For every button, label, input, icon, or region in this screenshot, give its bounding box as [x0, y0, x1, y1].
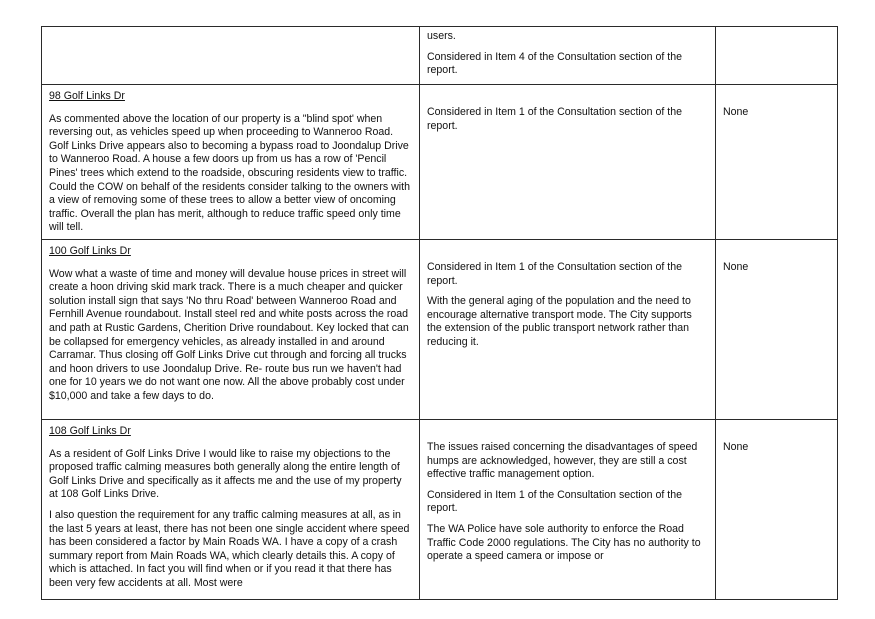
submission-cell	[42, 239, 420, 419]
table-row	[42, 419, 838, 599]
response-cell	[420, 27, 716, 85]
outcome-cell	[716, 27, 838, 85]
submission-paragraph: As a resident of Golf Links Drive I would like to raise my objections to the proposed traffic calming measures both generally along the entire length of Golf Links Drive and specifically as it affects me and the use of my property at 108 Golf Links Drive.	[49, 447, 402, 501]
outcome-value: None	[723, 260, 749, 273]
table-row	[42, 27, 838, 85]
submission-paragraph: Wow what a waste of time and money will devalue house prices in street will create a hoon driving skid mark track. There is a much cheaper and quicker solution install sign that says 'No thru Road' between Wanneroo Road and Fernhill Avenue roundabout. Install steel red and white posts across the road and path at Rustic Gardens, Cherition Drive roundabout. Key locked that can be collapsed for emergency vehicles, as already installed in and around Carramar. Thus closing off Golf Links Drive cut through and forcing all trucks and hoon drivers to use Joondalup Drive. Re- route bus run we haven't had one for 10 years we do not want one now. All the above probably cost under $10,000 and take a few days to do.	[49, 267, 409, 402]
table-row	[42, 239, 838, 419]
response-paragraph: users.	[427, 30, 456, 42]
outcome-cell	[716, 85, 838, 240]
submitter-address: 98 Golf Links Dr	[49, 90, 125, 102]
response-paragraph: Considered in Item 1 of the Consultation section of the report.	[427, 106, 682, 132]
response-paragraph: Considered in Item 1 of the Consultation section of the report.	[427, 488, 682, 515]
response-cell	[420, 239, 716, 419]
response-paragraph: The WA Police have sole authority to enforce the Road Traffic Code 2000 regulations. The City has no authority to operate a speed camera or impose or	[427, 522, 701, 563]
submission-cell	[42, 85, 420, 240]
submitter-address: 108 Golf Links Dr	[49, 424, 131, 437]
response-paragraph: The issues raised concerning the disadvantages of speed humps are acknowledged, however, they are still a cost effective traffic management option.	[427, 440, 698, 481]
submissions-table	[41, 26, 838, 600]
response-paragraph: Considered in Item 4 of the Consultation section of the report.	[427, 50, 682, 77]
outcome-cell	[716, 239, 838, 419]
outcome-cell	[716, 419, 838, 599]
response-paragraph: With the general aging of the population and the need to encourage alternative transport mode. The City supports the extension of the public transport network rather than reducing it.	[427, 295, 692, 348]
submission-paragraph: As commented above the location of our property is a "blind spot' when reversing out, as vehicles speed up when proceeding to Wanneroo Road. Golf Links Drive appears also to becoming a bypass road to Joondalup Drive to Wanneroo Road. A house a few doors up from us has a row of 'Pencil Pines' trees which extend to the roadside, obscuring residents view to traffic. Could the COW on behalf of the residents consider talking to the owners with a view of removing some of these trees to allow a better view of oncoming traffic. Overall the plan has merit, although to reduce traffic speed only time will tell.	[49, 112, 410, 234]
submission-paragraph: I also question the requirement for any traffic calming measures at all, as in the last 5 years at least, there has not been one single accident where speed has been considered a factor by Main Roads WA. I have a copy of a crash summary report from Main Roads WA, which clearly details this. A copy of which is attached. In fact you will find when or if you read it that there has been very few accidents at all. Most were	[49, 508, 410, 589]
response-paragraph: Considered in Item 1 of the Consultation section of the report.	[427, 260, 682, 287]
response-cell	[420, 85, 716, 240]
submitter-address: 100 Golf Links Dr	[49, 244, 131, 257]
response-cell	[420, 419, 716, 599]
outcome-value: None	[723, 106, 749, 118]
table-row	[42, 85, 838, 240]
submission-cell	[42, 27, 420, 85]
outcome-value: None	[723, 440, 749, 453]
submission-cell	[42, 419, 420, 599]
